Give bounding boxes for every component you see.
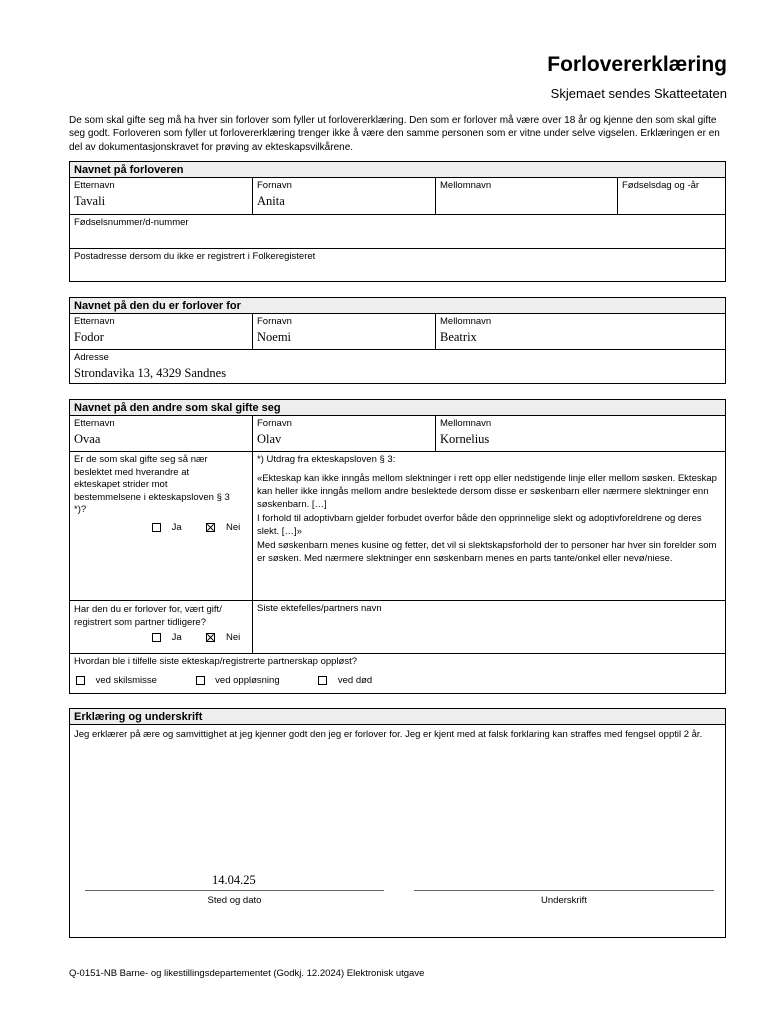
fodselsnummer-field[interactable] [70,214,725,248]
footer-text: Q-0151-NB Barne- og likestillingsdepartementet (Godkj. 12.2024) Elektronisk utgave [69,968,425,979]
law-excerpt-cell [252,451,725,600]
mellomnavn-field[interactable] [435,178,617,215]
sted-dato-line [85,890,384,891]
field-value: Noemi [257,330,292,344]
field-label: Etternavn [74,418,115,429]
dissolution-cell [70,653,725,693]
section-heading: Erklæring og underskrift [70,709,725,725]
section-forlover [69,161,726,282]
section-heading: Navnet på forloveren [70,162,725,178]
field-value: Fodor [74,330,104,344]
ja-label: Ja [171,632,182,643]
field-label: Fødselsdag og -år [622,180,700,191]
relation-question-cell [70,451,252,600]
adresse-field[interactable] [70,349,725,383]
sted-dato-label: Sted og dato [207,895,262,906]
section-forlover-for [69,297,726,384]
field-value: Anita [257,194,285,208]
dissolution-options [76,675,372,686]
field-label: Fornavn [257,180,292,191]
field-label: Siste ektefelles/partners navn [257,603,382,614]
field-value: Strondavika 13, 4329 Sandnes [74,366,227,380]
field-value: Olav [257,432,282,446]
previous-marriage-question: Har den du er forlover for, vært gift/ registrert som partner tidligere? [74,604,222,628]
fornavn-field[interactable] [252,178,435,215]
etternavn-field[interactable] [70,178,252,215]
field-label: Mellomnavn [440,418,492,429]
form-subtitle: Skjemaet sendes Skatteetaten [550,86,727,101]
field-label: Mellomnavn [440,180,492,191]
nei-label: Nei [225,632,241,643]
section-erklaering [69,708,726,938]
ja-checkbox[interactable] [152,523,161,532]
field-label: Fødselsnummer/d-nummer [74,217,189,228]
nei-label: Nei [225,522,241,533]
dod-label: ved død [337,675,373,686]
mellomnavn-field[interactable] [435,416,725,451]
relation-question: Er de som skal gifte seg så nær beslektet med hverandre at ekteskapet strider mot bestemmelsene i ekteskapsloven § 3 *)? [74,454,230,516]
field-label: Fornavn [257,418,292,429]
section-andre [69,399,726,694]
etternavn-field[interactable] [70,416,252,451]
fodselsdag-field[interactable] [617,178,725,215]
field-label: Adresse [74,352,109,363]
field-value: Beatrix [440,330,477,344]
fornavn-field[interactable] [252,314,435,349]
mellomnavn-field[interactable] [435,314,725,349]
opplosning-checkbox[interactable] [196,676,205,685]
sted-dato-value[interactable]: 14.04.25 [212,873,256,887]
field-value: Tavali [74,194,106,208]
ja-label: Ja [171,522,182,533]
field-value: Ovaa [74,432,101,446]
etternavn-field[interactable] [70,314,252,349]
underskrift-line[interactable] [414,890,714,891]
skilsmisse-label: ved skilsmisse [95,675,157,686]
field-label: Etternavn [74,316,115,327]
nei-checkbox[interactable] [206,523,215,532]
law-paragraph-2: I forhold til adoptivbarn gjelder forbudet overfor både den opprinnelige slekt og adoptivforeldrene og deres slekt. […]» [257,513,702,537]
declaration-text: Jeg erklærer på ære og samvittighet at jeg kjenner godt den jeg er forlover for. Jeg er kjent med at falsk forklaring kan straffes med fengsel opptil 2 år. [74,729,703,740]
field-label: Mellomnavn [440,316,492,327]
field-label: Postadresse dersom du ikke er registrert i Folkeregisteret [74,251,316,262]
law-heading: *) Utdrag fra ekteskapsloven § 3: [257,454,396,465]
relation-options [152,522,240,533]
field-value: Kornelius [440,432,490,446]
dod-checkbox[interactable] [318,676,327,685]
nei-checkbox[interactable] [206,633,215,642]
ja-checkbox[interactable] [152,633,161,642]
law-paragraph-1: «Ekteskap kan ikke inngås mellom slektninger i rett opp eller nedstigende linje eller mellom søsken. Ekteskap kan heller ikke inngås mellom andre beslektede dersom disse er søskenbarn eller nærmere slektninger enn søskenbarn. […] [257,473,717,510]
intro-text: De som skal gifte seg må ha hver sin forlover som fyller ut forlovererklæring. Den som er forlover må være over 18 år og kjenne den som skal gifte seg godt. Forloveren som fyller ut forlovererklæring trenger ikke å være den samme personen som er vitne under selve vigselen. Erklæringen er en del av dokumentasjonskravet for prøving av ekteskapsvilkårene. [69,115,720,153]
field-label: Fornavn [257,316,292,327]
postadresse-field[interactable] [70,248,725,281]
section-heading: Navnet på den andre som skal gifte seg [70,400,725,416]
dissolution-question: Hvordan ble i tilfelle siste ekteskap/registrerte partnerskap oppløst? [74,656,358,667]
previous-marriage-cell [70,600,252,653]
form-title: Forlovererklæring [547,53,727,76]
fornavn-field[interactable] [252,416,435,451]
opplosning-label: ved oppløsning [215,675,280,686]
spouse-name-field[interactable] [252,600,725,653]
underskrift-label: Underskrift [541,895,587,906]
skilsmisse-checkbox[interactable] [76,676,85,685]
previous-marriage-options [152,632,240,643]
field-label: Etternavn [74,180,115,191]
law-paragraph-3: Med søskenbarn menes kusine og fetter, det vil si slektskapsforhold der to personer har hver sin forelder som er søsken. Med nærmere slektninger enn søskenbarn menes en parts tante/onkel eller nevø/niese. [257,540,717,564]
section-heading: Navnet på den du er forlover for [70,298,725,314]
